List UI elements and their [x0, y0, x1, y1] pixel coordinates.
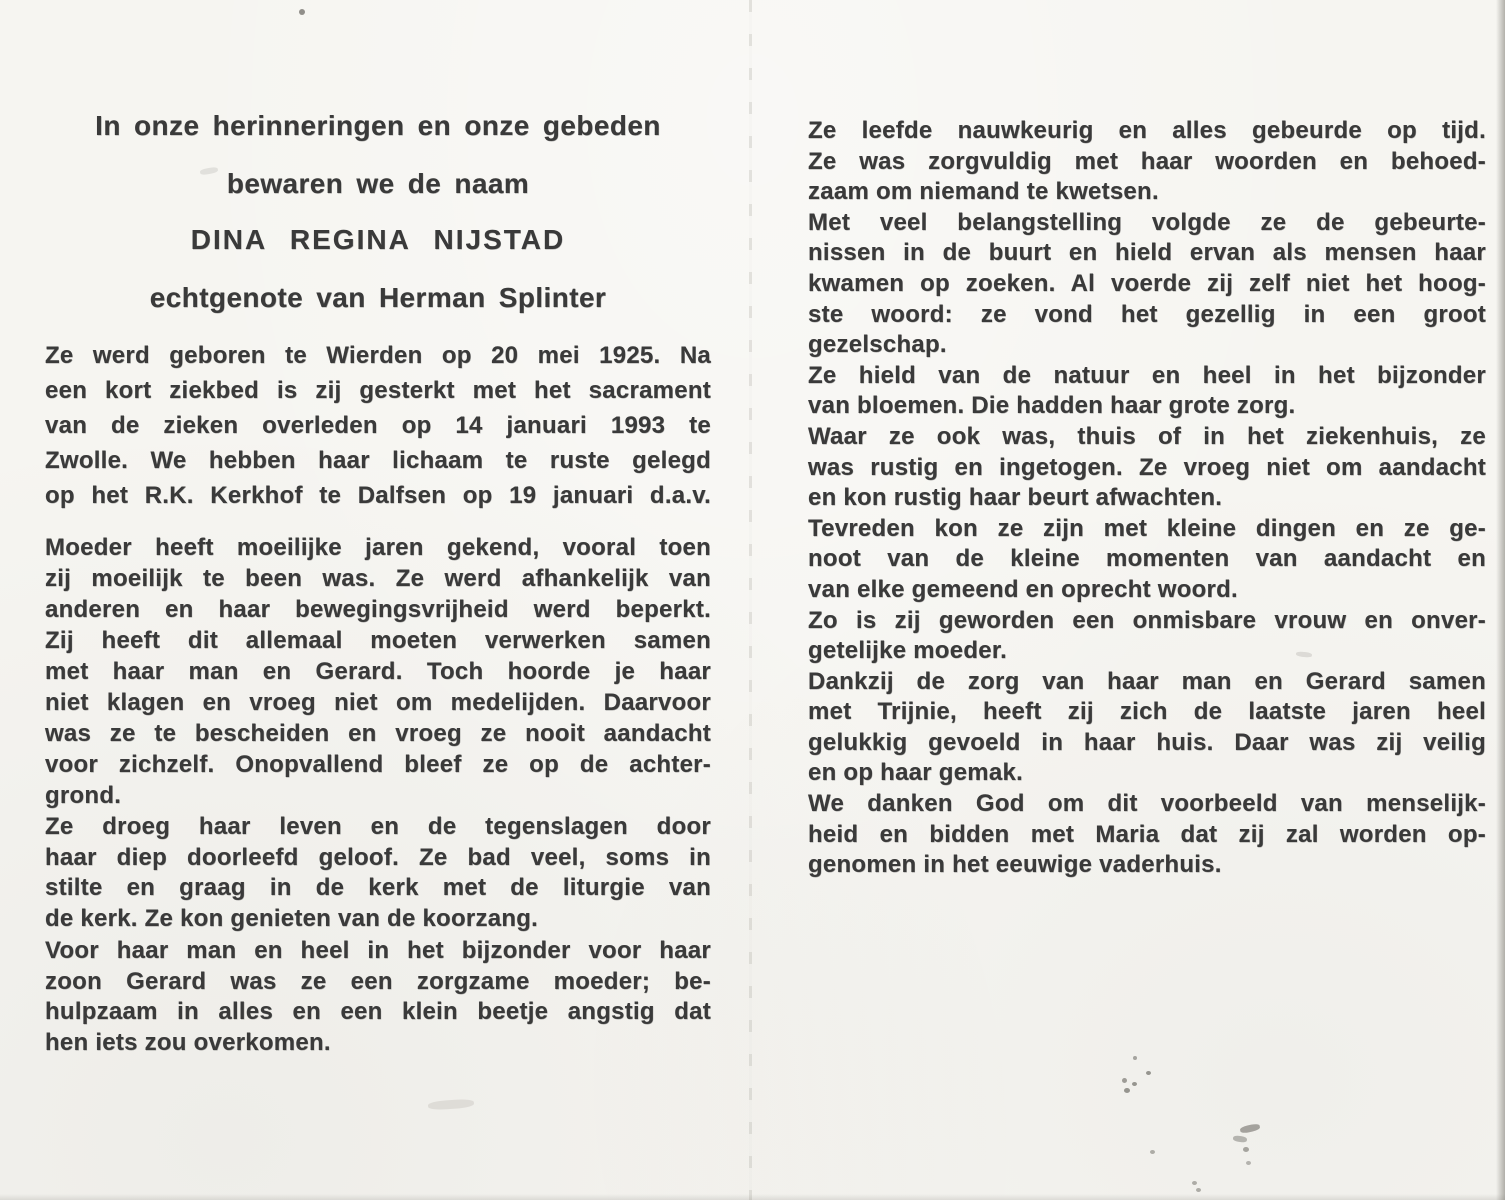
scan-speckle — [1192, 1181, 1197, 1185]
scan-speckle — [1146, 1071, 1151, 1075]
text-line: nissen in de buurt en hield ervan als mensen haar — [808, 239, 1486, 267]
text-line: met Trijnie, heeft zij zich de laatste jaren heel — [808, 698, 1486, 726]
paragraph-nature-flowers — [808, 361, 1486, 422]
text-line: zoon Gerard was ze een zorgzame moeder; be- — [45, 967, 711, 995]
paragraph-content-small-things — [808, 514, 1486, 606]
text-line: Ze was zorgvuldig met haar woorden en behoed- — [808, 147, 1486, 175]
text-line: Voor haar man en heel in het bijzonder voor haar — [45, 937, 711, 964]
text-line: Tevreden kon ze zijn met kleine dingen en ze ge- — [808, 514, 1486, 542]
paragraph-precise-living — [808, 116, 1486, 208]
text-line: was rustig en ingetogen. Ze vroeg niet om aandacht — [808, 453, 1486, 481]
paragraph-prayer — [808, 789, 1486, 881]
scan-speckle — [299, 9, 305, 15]
text-line: getelijke moeder. — [808, 637, 1008, 665]
text-line: niet klagen en vroeg niet om medelijden. Daarvoor — [45, 689, 711, 716]
right-page-text — [808, 116, 1486, 881]
scan-speckle — [1122, 1078, 1127, 1083]
text-line: haar diep doorleefd geloof. Ze bad veel, soms in — [45, 843, 711, 871]
spouse-line: echtgenote van Herman Splinter — [149, 282, 607, 313]
text-line: hulpzaam in alles en een klein beetje angstig dat — [45, 998, 711, 1025]
scan-speckle — [1133, 1056, 1137, 1060]
text-line: Zo is zij geworden een onmisbare vrouw en onver- — [808, 606, 1486, 634]
text-line: ste woord: ze vond het gezellig in een groot — [808, 300, 1486, 328]
text-line: kwamen op zoeken. Al voerde zij zelf niet het hoog- — [808, 269, 1486, 297]
scan-speckle — [1124, 1088, 1130, 1093]
paragraph-birth-death — [45, 338, 711, 513]
fold-crease — [749, 0, 752, 1200]
paragraph-quiet-modest — [808, 422, 1486, 514]
text-line: We danken God om dit voorbeeld van menselijk- — [808, 790, 1486, 818]
text-line: heid en bidden met Maria dat zij zal worden op- — [808, 820, 1486, 848]
text-line: op het R.K. Kerkhof te Dalfsen op 19 januari d.a.v. — [45, 482, 711, 509]
scan-edge-shadow-bottom — [0, 1194, 1505, 1200]
text-line: Ze werd geboren te Wierden op 20 mei 1925. Na — [45, 342, 711, 369]
text-line: gezelschap. — [808, 331, 947, 359]
text-line: stilte en graag in de kerk met de liturgie van — [45, 874, 711, 901]
text-line: gelukkig gevoeld in haar huis. Daar was zij veilig — [808, 728, 1486, 756]
scan-edge-shadow-right — [1496, 0, 1505, 1200]
text-line: Dankzij de zorg van haar man en Gerard samen — [808, 667, 1486, 695]
text-line: en kon rustig haar beurt afwachten. — [808, 484, 1223, 512]
text-line: Met veel belangstelling volgde ze de gebeurte- — [808, 208, 1486, 236]
text-line: van bloemen. Die hadden haar grote zorg. — [808, 392, 1296, 420]
text-line: van elke gemeend en oprecht woord. — [808, 575, 1238, 603]
text-line: hen iets zou overkomen. — [45, 1028, 331, 1056]
scan-speckle — [1132, 1082, 1137, 1086]
text-line: Ze hield van de natuur en heel in het bijzonder — [808, 361, 1486, 389]
text-line: een kort ziekbed is zij gesterkt met het sacrament — [45, 377, 711, 404]
deceased-name: DINA REGINA NIJSTAD — [190, 224, 566, 255]
scan-speckle — [1196, 1188, 1201, 1192]
paragraph-thanks-care — [808, 667, 1486, 789]
text-line: Moeder heeft moeilijke jaren gekend, vooral toen — [45, 534, 711, 561]
text-line: was ze te bescheiden en vroeg ze nooit aandacht — [45, 720, 711, 747]
text-line: zaam om niemand te kwetsen. — [808, 178, 1159, 206]
text-line: genomen in het eeuwige vaderhuis. — [808, 851, 1222, 879]
text-line: Zwolle. We hebben haar lichaam te ruste gelegd — [45, 447, 711, 474]
text-line: zij moeilijk te been was. Ze werd afhankelijk van — [45, 565, 711, 592]
intro-line-1: In onze herinneringen en onze gebeden — [95, 110, 661, 141]
text-line: anderen en haar bewegingsvrijheid werd beperkt. — [45, 596, 711, 623]
intro-line-2: bewaren we de naam — [226, 168, 530, 199]
text-line: grond. — [45, 782, 122, 809]
text-line: de kerk. Ze kon genieten van de koorzang. — [45, 904, 539, 932]
text-line: en op haar gemak. — [808, 759, 1023, 787]
text-line: Zij heeft dit allemaal moeten verwerken samen — [45, 627, 711, 654]
text-line: Ze droeg haar leven en de tegenslagen door — [45, 813, 711, 840]
text-line: van de zieken overleden op 14 januari 1993 te — [45, 412, 711, 439]
text-line: Waar ze ook was, thuis of in het ziekenhuis, ze — [808, 422, 1486, 450]
paragraph-caring-mother — [45, 936, 711, 1058]
text-line: met haar man en Gerard. Toch hoorde je haar — [45, 658, 711, 685]
paragraph-interest-neighbourhood — [808, 208, 1486, 361]
scan-speckle — [1246, 1161, 1251, 1165]
scan-speckle — [1243, 1147, 1249, 1152]
paragraph-faith — [45, 812, 711, 934]
text-line: Ze leefde nauwkeurig en alles gebeurde op tijd. — [808, 117, 1486, 144]
paragraph-indispensable — [808, 606, 1486, 667]
text-line: noot van de kleine momenten van aandacht en — [808, 545, 1486, 573]
scan-speckle — [1150, 1150, 1155, 1154]
paragraph-difficult-years — [45, 532, 711, 811]
text-line: voor zichzelf. Onopvallend bleef ze op de achter- — [45, 751, 711, 778]
